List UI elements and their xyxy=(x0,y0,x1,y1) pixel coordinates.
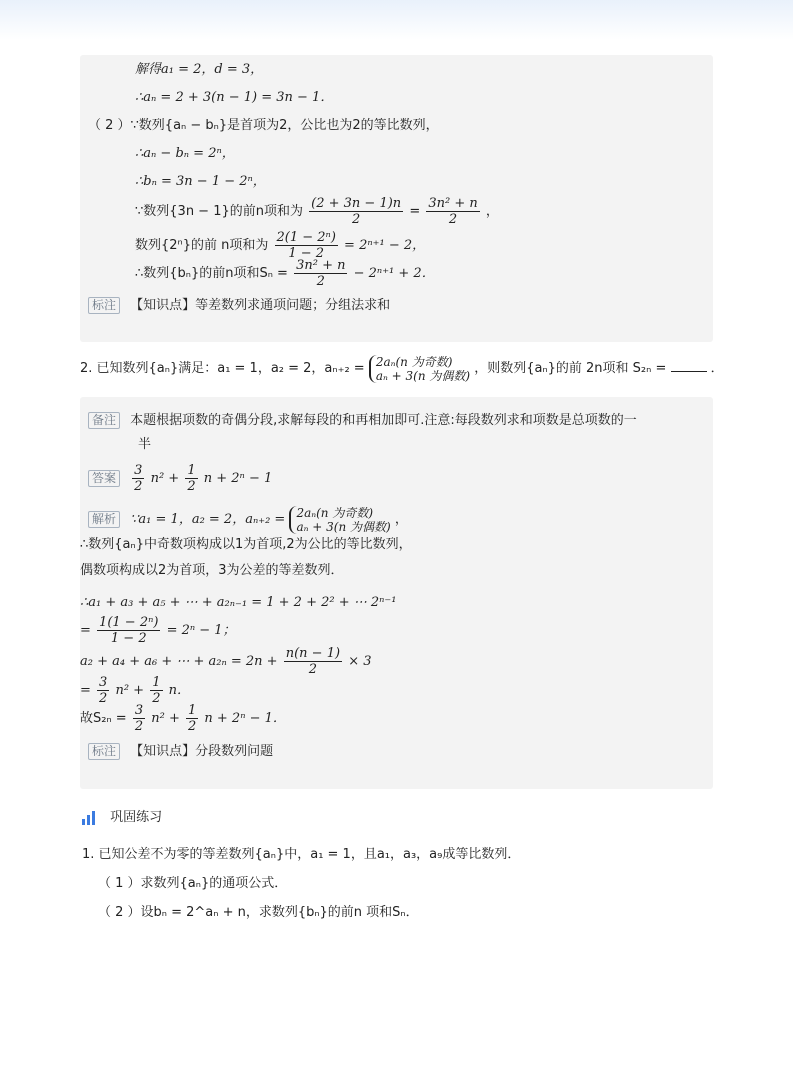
fraction: $\frac{3}{2}$ xyxy=(134,703,144,734)
section-title: 巩固练习 xyxy=(110,810,163,825)
answer-row: 答案 $\frac{3}{2}$ n² + $\frac{1}{2}$ n + 2ⁿ − 1 xyxy=(88,462,272,496)
analysis-odd-terms: ∴数列{aₙ}中奇数项构成以1为首项,2为公比的等比数列， xyxy=(80,537,412,552)
note-row-1: 标注 【知识点】等差数列求通项问题；分组法求和 xyxy=(88,296,390,316)
exercise-1-part2: （ 2 ）设bₙ = 2^aₙ + n，求数列{bₙ}的前n 项和Sₙ． xyxy=(98,905,419,920)
line-sum-3n-1: ∵数列{3n − 1}的前n项和为 $\frac{(2 + 3n - 1)n}{2}$ = $\frac{\text{3n² + n}}{2}$ ， xyxy=(135,196,499,227)
section-header xyxy=(82,808,162,828)
analysis-even-terms: 偶数项构成以2为首项，3为公差的等差数列． xyxy=(80,563,344,578)
analysis-tag: 解析 xyxy=(88,511,120,528)
remark-continuation: 半 xyxy=(138,437,152,452)
exercise-1-part1: （ 1 ）求数列{aₙ}的通项公式． xyxy=(98,876,288,891)
line-an-formula: ∴aₙ = 2 + 3(n − 1) = 3n − 1． xyxy=(135,90,334,105)
line-part2-geometric: （ 2 ）∵数列{aₙ − bₙ}是首项为2，公比也为2的等比数列， xyxy=(88,118,439,133)
analysis-row: 解析 ∵a₁ = 1，a₂ = 2，aₙ₊₂ = 2aₙ(n 为奇数) aₙ + 3(n 为偶数) ， xyxy=(88,503,408,537)
question-2: 2. 已知数列{aₙ}满足：a₁ = 1，a₂ = 2，aₙ₊₂ = 2aₙ(n 为奇数) aₙ + 3(n 为偶数) ，则数列{aₙ}的前 2n项和 S₂ₙ = ． xyxy=(80,354,724,383)
analysis-even-sum-result: = $\frac{3}{2}$ n² + $\frac{1}{2}$ n． xyxy=(80,675,191,706)
analysis-odd-sum: ∴a₁ + a₃ + a₅ + ⋯ + a₂ₙ₋₁ = 1 + 2 + 2² + ⋯ 2ⁿ⁻¹ xyxy=(80,595,397,610)
analysis-even-sum: a₂ + a₄ + a₆ + ⋯ + a₂ₙ = 2n + $\frac{n(n - 1)}{2}$ × 3 xyxy=(80,646,372,677)
fraction: $\frac{1}{2}$ xyxy=(152,675,161,706)
bar-chart-icon xyxy=(82,811,96,825)
fraction: $\frac{\text{3n² + n}}{2}$ xyxy=(428,196,478,227)
exercise-1: 1. 已知公差不为零的等差数列{aₙ}中，a₁ = 1，且a₁，a₃，a₉成等比数列． xyxy=(82,847,521,862)
note-row-2: 标注 【知识点】分段数列问题 xyxy=(88,742,273,762)
solution-panel-2 xyxy=(80,397,713,789)
fraction: $\frac{n(n - 1)}{2}$ xyxy=(285,646,341,677)
remark-tag: 备注 xyxy=(88,412,120,429)
fraction: $\frac{(2 + 3n - 1)n}{2}$ xyxy=(311,196,402,227)
remark-row: 备注 本题根据项数的奇偶分段,求解每段的和再相加即可.注意:每段数列求和项数是总项数的一 xyxy=(88,411,637,431)
solution-panel-1 xyxy=(80,55,713,342)
fraction: $\frac{\text{1(1 − 2ⁿ)}}{1 - 2}$ xyxy=(99,615,159,646)
line-bn-formula: ∴bₙ = 3n − 1 − 2ⁿ， xyxy=(135,174,266,189)
analysis-odd-sum-result: = $\frac{\text{1(1 − 2ⁿ)}}{1 - 2}$ = 2ⁿ − 1； xyxy=(80,615,236,646)
fraction: $\frac{1}{2}$ xyxy=(187,463,196,494)
answer-blank xyxy=(671,359,707,372)
note-tag: 标注 xyxy=(88,743,120,760)
fraction: $\frac{3}{2}$ xyxy=(99,675,108,706)
piecewise-brace: 2aₙ(n 为奇数) aₙ + 3(n 为偶数) xyxy=(289,506,390,534)
line-solve-a1-d: 解得a₁ = 2，d = 3， xyxy=(135,62,264,77)
fraction: $\frac{3}{2}$ xyxy=(134,463,143,494)
piecewise-brace: 2aₙ(n 为奇数) aₙ + 3(n 为偶数) xyxy=(369,355,470,383)
answer-tag: 答案 xyxy=(88,470,120,487)
fraction: $\frac{\text{3n² + n}}{2}$ xyxy=(296,258,346,289)
top-gradient-band xyxy=(0,0,793,40)
analysis-final: 故S₂ₙ = $\frac{3}{2}$ n² + $\frac{1}{2}$ n + 2ⁿ − 1． xyxy=(80,703,286,734)
note-tag: 标注 xyxy=(88,297,120,314)
line-sn-result: ∴数列{bₙ}的前n项和Sₙ = $\frac{\text{3n² + n}}{2}$ − 2ⁿ⁺¹ + 2． xyxy=(135,258,435,289)
fraction: $\frac{\text{2(1 − 2ⁿ)}}{1 - 2}$ xyxy=(276,230,336,261)
line-sum-2n: 数列{2ⁿ}的前 n项和为 $\frac{\text{2(1 − 2ⁿ)}}{1 - 2}$ = 2ⁿ⁺¹ − 2， xyxy=(135,230,426,261)
line-an-minus-bn: ∴aₙ − bₙ = 2ⁿ， xyxy=(135,146,235,161)
fraction: $\frac{1}{2}$ xyxy=(187,703,197,734)
